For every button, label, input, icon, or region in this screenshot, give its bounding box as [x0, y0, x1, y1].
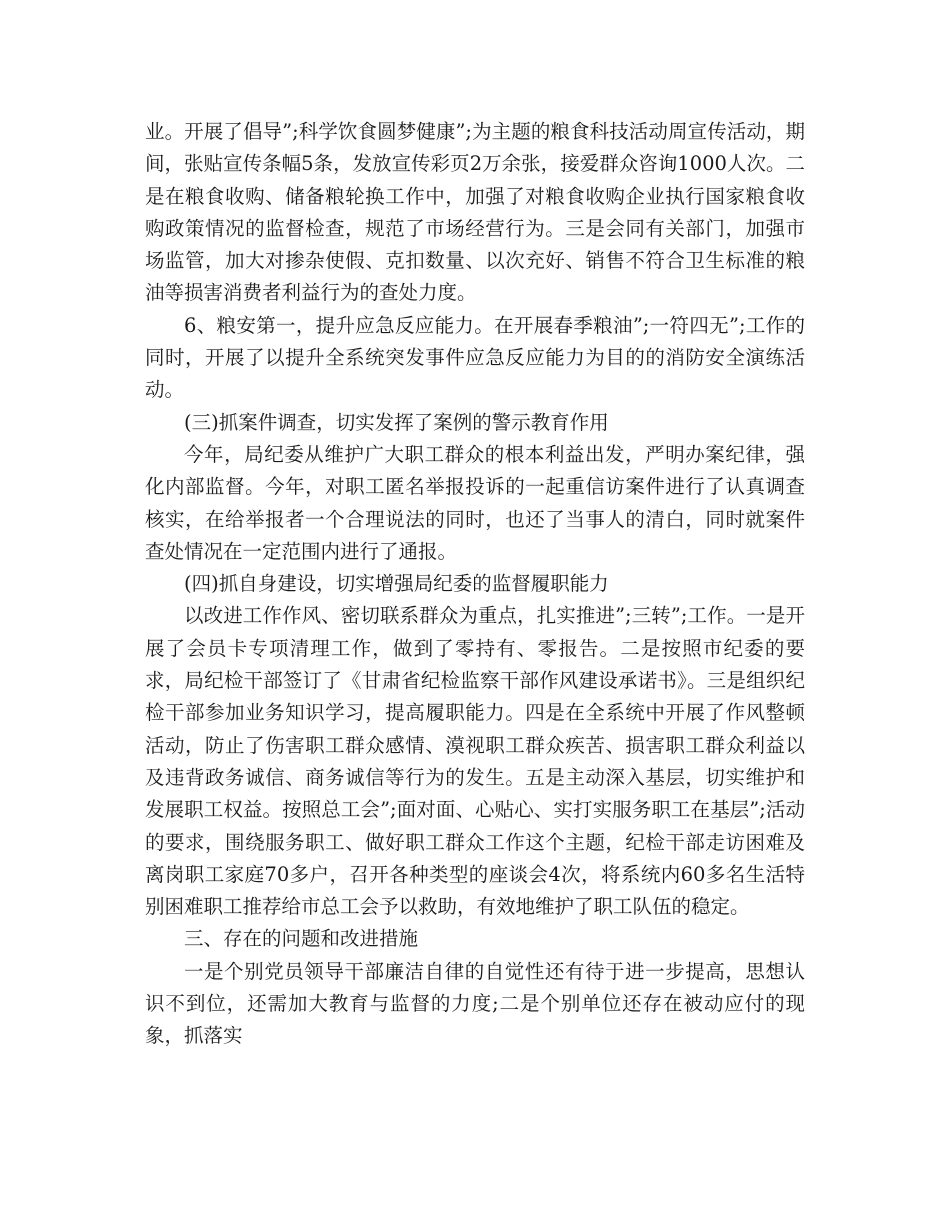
section-heading-case-investigation: (三)抓案件调查，切实发挥了案例的警示教育作用: [184, 410, 609, 434]
section-heading-problems: 三、存在的问题和改进措施: [184, 927, 419, 951]
paragraph-self-building: 以改进工作作风、密切联系群众为重点，扎实推进”;三转”;工作。一是开展了会员卡专项清理工作，做到了零持有、零报告。二是按照市纪委的要求，局纪检干部签订了《甘肃省纪检监察干部作风建设承诺书》。三是组织纪检干部参加业务知识学习，提高履职能力。四是在全系统中开展了作风整顿活动，防止了伤害职工群众感情、漠视职工群众疾苦、损害职工群众利益以及违背政务诚信、商务诚信等行为的发生。五是主动深入基层，切实维护和发展职工权益。按照总工会”;面对面、心贴心、实打实服务职工在基层”;活动的要求，围绕服务职工、做好职工群众工作这个主题，纪检干部走访困难及离岗职工家庭70多户，召开各种类型的座谈会4次，将系统内60多名生活特别困难职工推荐给市总工会予以救助，有效地维护了职工队伍的稳定。: [145, 604, 805, 919]
section-heading-self-building: (四)抓自身建设，切实增强局纪委的监督履职能力: [184, 572, 609, 596]
document-body: [145, 116, 805, 1053]
paragraph-grain-safety: 6、粮安第一，提升应急反应能力。在开展春季粮油”;一符四无”;工作的同时，开展了以提升全系统突发事件应急反应能力为目的的消防安全演练活动。: [145, 313, 805, 402]
paragraph-grain-publicity: 业。开展了倡导”;科学饮食圆梦健康”;为主题的粮食科技活动周宣传活动，期间，张贴宣传条幅5条，发放宣传彩页2万余张，接爱群众咨询1000人次。二是在粮食收购、储备粮轮换工作中，加强了对粮食收购企业执行国家粮食收购政策情况的监督检查，规范了市场经营行为。三是会同有关部门，加强市场监管，加大对掺杂使假、克扣数量、以次充好、销售不符合卫生标准的粮油等损害消费者利益行为的查处力度。: [145, 120, 805, 305]
paragraph-case-investigation: 今年，局纪委从维护广大职工群众的根本利益出发，严明办案纪律，强化内部监督。今年，对职工匿名举报投诉的一起重信访案件进行了认真调查核实，在给举报者一个合理说法的同时，也还了当事人的清白，同时就案件查处情况在一定范围内进行了通报。: [145, 442, 805, 563]
paragraph-problems: 一是个别党员领导干部廉洁自律的自觉性还有待于进一步提高，思想认识不到位，还需加大教育与监督的力度;二是个别单位还存在被动应付的现象，抓落实: [145, 959, 805, 1048]
